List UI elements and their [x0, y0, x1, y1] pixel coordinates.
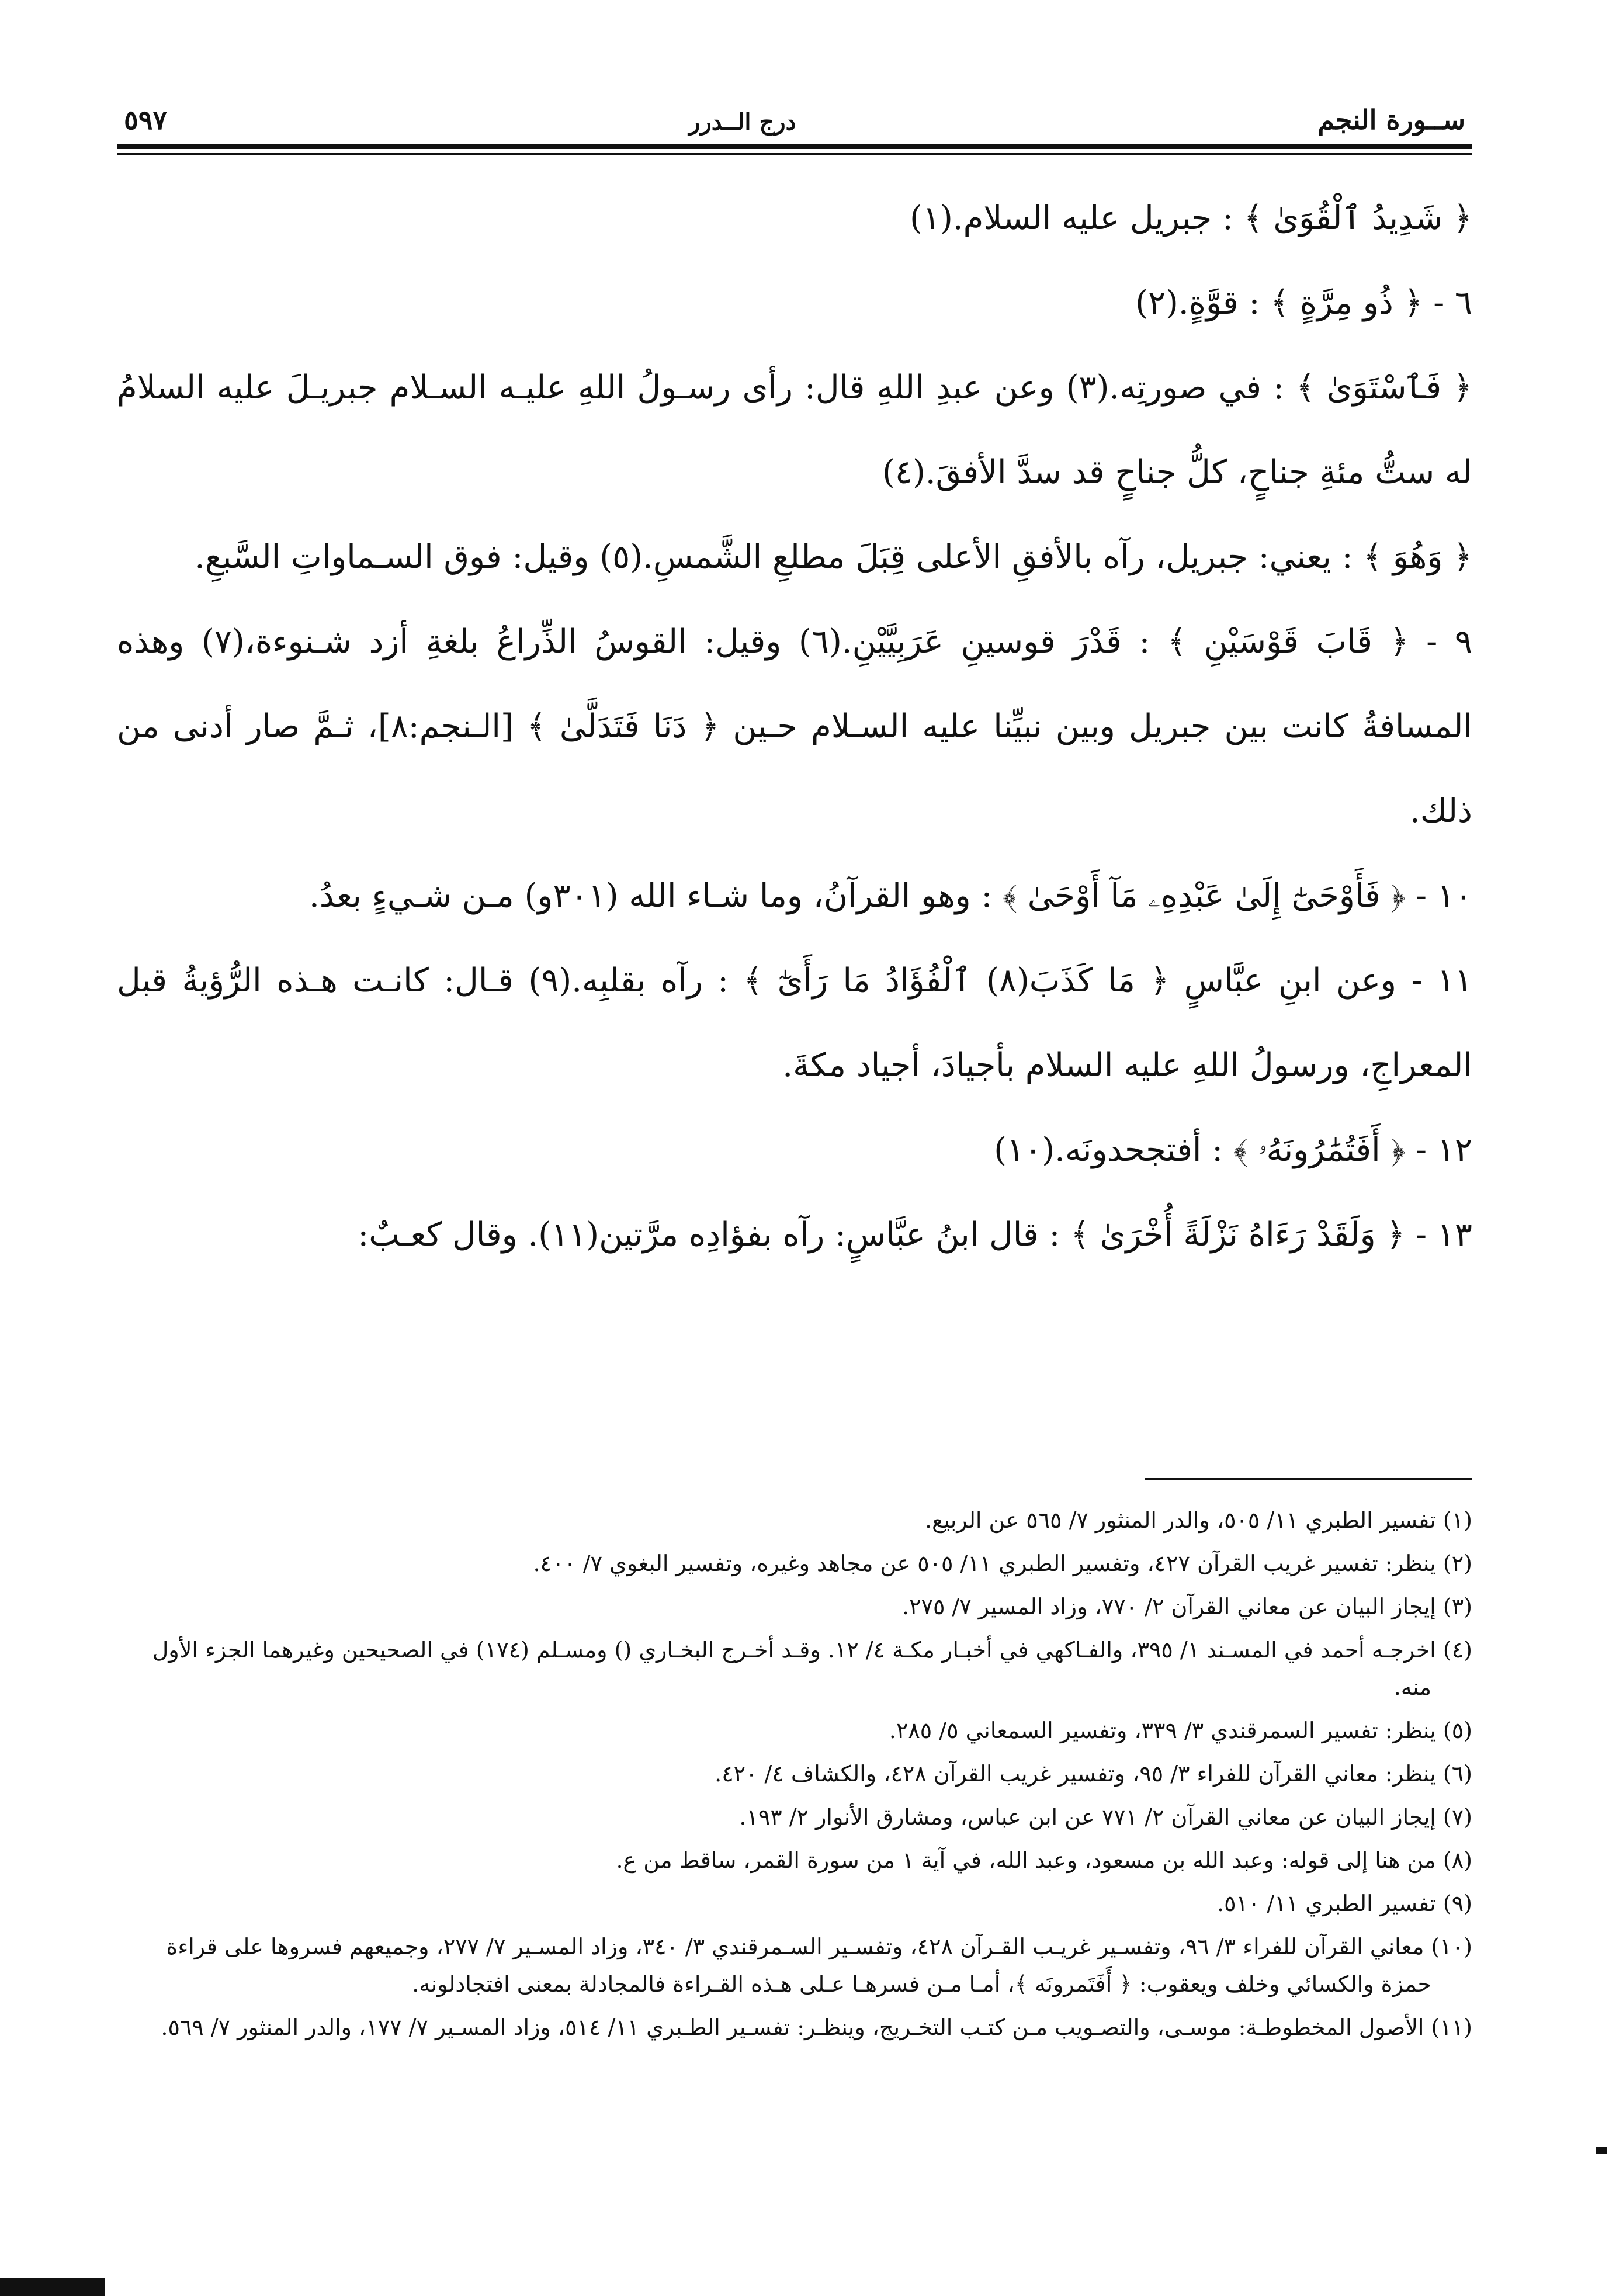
scan-corner-mark — [0, 2278, 105, 2296]
margin-mark — [1596, 2147, 1607, 2154]
body-paragraph: ﴿ وَهُوَ ﴾ : يعني: جبريل، رآه بالأفقِ الأعلى قِبَلَ مطلعِ الشَّمسِ.(٥) وقيل: فوق السـماواتِ السَّبعِ. — [195, 538, 1472, 576]
footnote: (٦) ينظر: معاني القرآن للفراء ٣/ ٩٥، وتفسير غريب القرآن ٤٢٨، والكشاف ٤/ ٤٢٠. — [715, 1761, 1472, 1787]
body-paragraph: ١١ - وعن ابنِ عبَّاسٍ ﴿ مَا كَذَبَ(٨) ٱلْفُؤَادُ مَا رَأَىٰٓ ﴾ : رآه بقلبِه.(٩) قـال: كانـت هـذه الرُّؤيةُ قبل المعراجِ، ورسولُ اللهِ عليه السلام بأجيادَ، أجياد مكةَ. — [117, 962, 1472, 1084]
footnote: (١١) الأصول المخطوطـة: موسـى، والتصـويب مـن كتـب التخـريج، وينظـر: تفسـير الطـبري ١١/ ٥١٤، وزاد المسـير ٧/ ١٧٧، والدر المنثور ٧/ ٥٦٩. — [161, 2014, 1472, 2040]
footnote: (٢) ينظر: تفسير غريب القرآن ٤٢٧، وتفسير الطبري ١١/ ٥٠٥ عن مجاهد وغيره، وتفسير البغوي ٧/ ٤٠٠. — [533, 1551, 1472, 1576]
header-rule-thick — [117, 144, 1472, 149]
footnote-separator — [1145, 1478, 1472, 1480]
footnote: (٩) تفسير الطبري ١١/ ٥١٠. — [1217, 1891, 1472, 1916]
book-page — [117, 88, 1472, 2040]
body-paragraph: ٩ - ﴿ قَابَ قَوْسَيْنِ ﴾ : قَدْرَ قوسينِ عَرَبِيَّيْنِ.(٦) وقيل: القوسُ الذِّراعُ بلغةِ أزد شـنوءة،(٧) وهذه المسافةُ كانت بين جبريل وبين نبيِّنا عليه السـلام حـين ﴿ دَنَا فَتَدَلَّىٰ ﴾ [الـنجم:٨]، ثـمَّ صار أدنى من ذلك. — [117, 623, 1472, 830]
body-paragraph: ١٠ - ﴿ فَأَوْحَىٰٓ إِلَىٰ عَبْدِهِۦ مَآ أَوْحَىٰ ﴾ : وهو القرآنُ، وما شـاء الله (٣٠١و) مـن شـيءٍ بعدُ. — [309, 877, 1472, 915]
footnote: (١) تفسير الطبري ١١/ ٥٠٥، والدر المنثور ٧/ ٥٦٥ عن الربيع. — [925, 1507, 1472, 1533]
footnote: (١٠) معاني القرآن للفراء ٣/ ٩٦، وتفسـير غريـب القـرآن ٤٢٨، وتفسـير السـمرقندي ٣/ ٣٤٠، وزاد المسـير ٧/ ٢٧٧، وجميعهم فسروها على قراءة حمزة والكسائي وخلف ويعقوب: ﴿ أَفَتَمرونَه ﴾، أمـا مـن فسرهـا عـلى هـذه القـراءة فالمجادلة بمعنى افتجادلونه. — [166, 1934, 1472, 1997]
footnote: (٧) إيجاز البيان عن معاني القرآن ٢/ ٧٧١ عن ابن عباس، ومشارق الأنوار ٢/ ١٩٣. — [739, 1804, 1472, 1830]
page-header — [117, 88, 1472, 136]
footnote: (٥) ينظر: تفسير السمرقندي ٣/ ٣٣٩، وتفسير السمعاني ٥/ ٢٨٥. — [889, 1718, 1472, 1743]
body-paragraph: ﴿ فَٱسْتَوَىٰ ﴾ : في صورتِه.(٣) وعن عبدِ اللهِ قال: رأى رسـولُ اللهِ عليـه السـلام جبريـلَ عليه السلامُ له ستُّ مئةِ جناحٍ، كلُّ جناحٍ قد سدَّ الأفقَ.(٤) — [117, 369, 1472, 491]
main-text — [117, 176, 1472, 1277]
header-rule-thin — [117, 153, 1472, 155]
surah-title: ســورة النجم — [1317, 104, 1465, 136]
book-title: درج الــدرر — [689, 108, 796, 136]
footnote: (٤) اخرجـه أحمد في المسـند ١/ ٣٩٥، والفـاكهي في أخبـار مكـة ٤/ ١٢. وقـد أخـرج البخـاري () ومسـلم (١٧٤) في الصحيحين وغيرهما الجزء الأول منه. — [152, 1637, 1472, 1700]
body-paragraph: ﴿ شَدِيدُ ٱلْقُوَىٰ ﴾ : جبريل عليه السلام.(١) — [910, 199, 1472, 237]
footnote: (٣) إيجاز البيان عن معاني القرآن ٢/ ٧٧٠، وزاد المسير ٧/ ٢٧٥. — [902, 1594, 1472, 1619]
footnote: (٨) من هنا إلى قوله: وعبد الله بن مسعود، وعبد الله، في آية ١ من سورة القمر، ساقط من ع. — [616, 1847, 1472, 1873]
body-paragraph: ١٢ - ﴿ أَفَتُمَٰرُونَهُۥ ﴾ : أفتجحدونَه.(١٠) — [994, 1131, 1472, 1169]
body-paragraph: ٦ - ﴿ ذُو مِرَّةٍ ﴾ : قوَّةٍ.(٢) — [1135, 284, 1472, 322]
footnotes — [117, 1501, 1472, 2052]
page-number: ٥٩٧ — [124, 104, 168, 136]
body-paragraph: ١٣ - ﴿ وَلَقَدْ رَءَاهُ نَزْلَةً أُخْرَىٰ ﴾ : قال ابنُ عبَّاسٍ: رآه بفؤادِه مرَّتين(١١). وقال كعـبٌ: — [358, 1216, 1472, 1254]
